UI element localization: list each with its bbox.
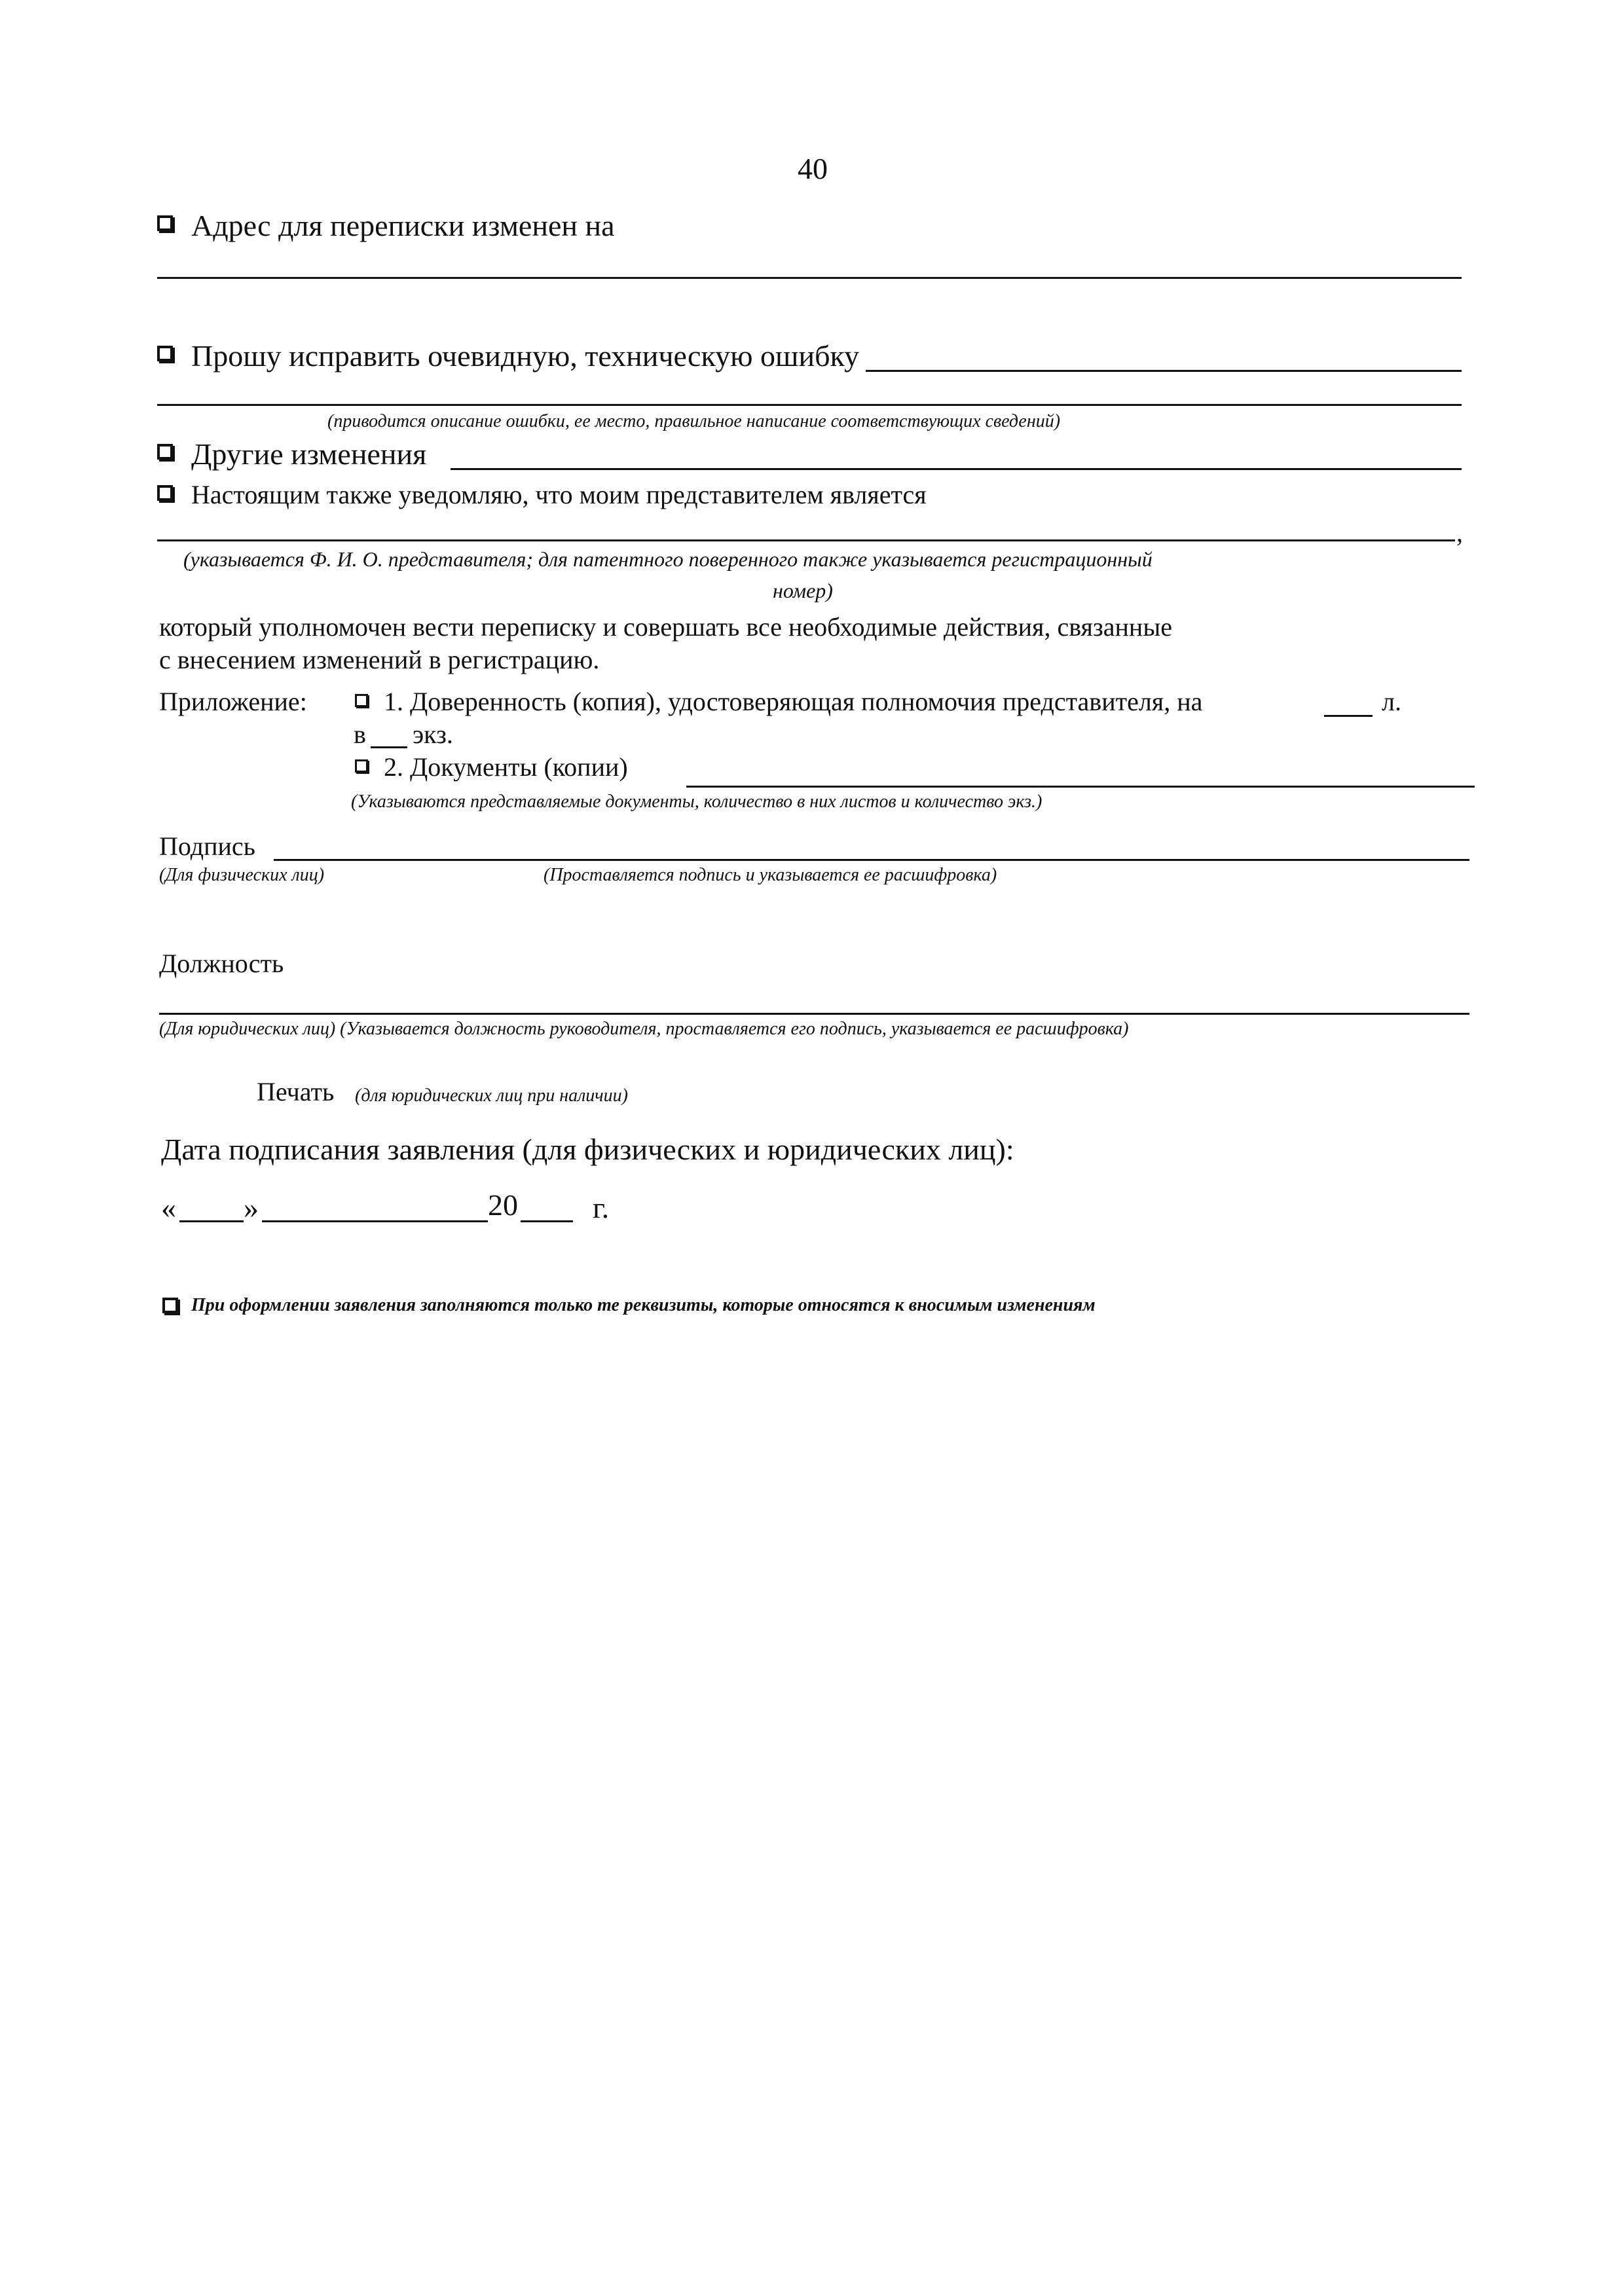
error-fix-line[interactable] bbox=[866, 370, 1462, 372]
representative-line[interactable] bbox=[157, 539, 1455, 541]
representative-checkbox[interactable] bbox=[157, 485, 173, 501]
attachment-item1-sheets-unit: л. bbox=[1382, 687, 1401, 716]
date-close-quote: » bbox=[244, 1191, 259, 1224]
attachment-item1-text: 1. Доверенность (копия), удостоверяющая полномочия представителя, на bbox=[384, 687, 1203, 716]
attachment-item1-checkbox[interactable] bbox=[355, 694, 368, 707]
attachment-item2-note: (Указываются представляемые документы, количество в них листов и количество экз.) bbox=[351, 792, 1043, 812]
error-fix-label: Прошу исправить очевидную, техническую ошибку bbox=[191, 339, 860, 373]
attachment-label: Приложение: bbox=[159, 687, 307, 716]
other-changes-line[interactable] bbox=[451, 468, 1462, 470]
other-changes-label: Другие изменения bbox=[191, 437, 427, 471]
attachment-item2-text: 2. Документы (копии) bbox=[384, 752, 628, 782]
representative-text-1: который уполномочен вести переписку и совершать все необходимые действия, связанные bbox=[159, 612, 1172, 642]
address-change-checkbox[interactable] bbox=[157, 215, 173, 231]
representative-note-2: номер) bbox=[773, 579, 833, 602]
date-day-field[interactable] bbox=[179, 1220, 244, 1222]
date-year-field[interactable] bbox=[521, 1220, 573, 1222]
other-changes-checkbox[interactable] bbox=[157, 444, 173, 460]
position-label: Должность bbox=[159, 949, 284, 978]
date-year-suffix: г. bbox=[593, 1191, 610, 1224]
representative-label: Настоящим также уведомляю, что моим представителем является bbox=[191, 480, 927, 509]
attachment-item1-copies-prefix: в bbox=[354, 720, 366, 749]
footer-note: При оформлении заявления заполняются только те реквизиты, которые относятся к вносимым изменениям bbox=[191, 1295, 1096, 1315]
error-fix-checkbox[interactable] bbox=[157, 346, 173, 361]
footer-checkbox-icon bbox=[162, 1298, 178, 1313]
error-fix-line-2[interactable] bbox=[157, 404, 1462, 406]
signature-line[interactable] bbox=[274, 859, 1469, 861]
attachment-item2-checkbox[interactable] bbox=[355, 759, 368, 773]
representative-text-2: с внесением изменений в регистрацию. bbox=[159, 645, 600, 674]
representative-comma: , bbox=[1456, 518, 1463, 547]
date-month-field[interactable] bbox=[262, 1220, 488, 1222]
address-change-line[interactable] bbox=[157, 277, 1462, 279]
attachment-item1-sheets-field[interactable] bbox=[1324, 715, 1373, 717]
attachment-item1-copies-field[interactable] bbox=[371, 746, 407, 748]
position-note: (Для юридических лиц) (Указывается должность руководителя, проставляется его подпись, указывается ее расшифровка) bbox=[159, 1019, 1129, 1039]
attachment-item1-copies-unit: экз. bbox=[413, 720, 453, 749]
attachment-item2-line[interactable] bbox=[686, 786, 1475, 788]
signature-label: Подпись bbox=[159, 831, 255, 861]
signature-note-right: (Проставляется подпись и указывается ее расшифровка) bbox=[544, 865, 997, 885]
position-line[interactable] bbox=[159, 1013, 1469, 1015]
stamp-note: (для юридических лиц при наличии) bbox=[355, 1085, 628, 1106]
date-label: Дата подписания заявления (для физических и юридических лиц): bbox=[161, 1133, 1014, 1166]
date-century: 20 bbox=[488, 1188, 518, 1222]
error-fix-note: (приводится описание ошибки, ее место, правильное написание соответствующих сведений) bbox=[327, 411, 1061, 431]
date-open-quote: « bbox=[161, 1191, 176, 1224]
address-change-label: Адрес для переписки изменен на bbox=[191, 209, 615, 242]
stamp-label: Печать bbox=[257, 1077, 335, 1106]
representative-note-1: (указывается Ф. И. О. представителя; для патентного поверенного также указывается регистрационный bbox=[183, 547, 1153, 571]
page-number: 40 bbox=[798, 152, 828, 185]
signature-note-left: (Для физических лиц) bbox=[159, 865, 325, 885]
